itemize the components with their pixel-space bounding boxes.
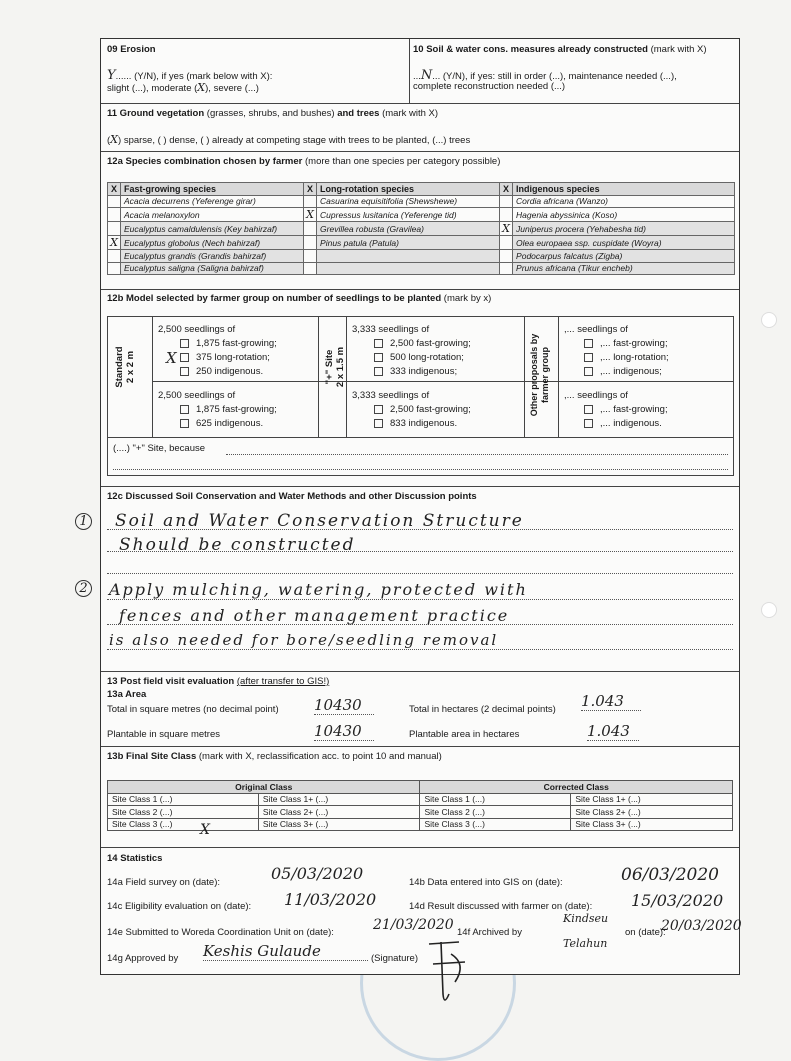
corrected-site-class: Site Class 3 (...) [420,818,571,831]
checkbox[interactable] [180,353,189,362]
corrected-class-header: Corrected Class [420,781,733,794]
long-species [317,250,500,263]
fast-mark [108,262,121,275]
indigenous-mark [500,262,513,275]
checkbox[interactable] [180,339,189,348]
long-species: Grevillea robusta (Gravilea) [317,222,500,236]
fast-mark [108,222,121,236]
discussion-title: 12c Discussed Soil Conservation and Water Methods and other Discussion points [107,491,477,502]
species-header-row [108,183,735,196]
eligibility-date: 11/03/2020 [284,890,377,909]
species-header-x: X [108,183,121,196]
indigenous-mark: X [500,222,513,236]
discussion-line-3: Apply mulching, watering, protected with [109,580,528,599]
erosion-answer: Y [107,68,116,83]
fast-species: Eucalyptus globolus (Nech bahirzaf) [121,236,304,250]
checkbox[interactable] [180,419,189,428]
sqm-label: Total in square metres (no decimal point) [107,704,279,715]
erosion-title: 09 Erosion [107,44,156,55]
plus-option-a: 3,333 seedlings of 2,500 fast-growing; 500 long-rotation; 333 indigenous; [352,324,471,377]
approved-by: Keshis Gulaude [203,942,368,961]
divider [101,486,739,487]
plantable-sqm-value: 10430 [314,722,374,741]
site-class-mark: X [200,822,210,838]
erosion-line2: slight (...), moderate (X), severe (...) [107,81,259,94]
signature-label: (Signature) [371,953,418,964]
vegetation-mark: X [110,133,119,146]
original-site-class: Site Class 2+ (...) [258,806,420,819]
model-box [107,316,734,476]
corrected-site-class: Site Class 3+ (...) [571,818,733,831]
site-class-row [108,793,733,806]
vegetation-title: 11 Ground vegetation (grasses, shrubs, and bushes) and trees (mark with X) [107,108,439,119]
fast-species: Eucalyptus grandis (Grandis bahirzaf) [121,250,304,263]
fast-species: Acacia melanoxylon [121,208,304,222]
species-table [107,182,735,275]
archived-on-label: on (date): [625,927,666,938]
species-header-long: Long-rotation species [317,183,500,196]
site-class-row [108,806,733,819]
standard-label: Standard 2 x 2 m [114,346,136,388]
original-site-class: Site Class 1 (...) [108,793,259,806]
indigenous-mark [500,250,513,263]
fast-mark [108,208,121,222]
divider [101,671,739,672]
original-site-class: Site Class 2 (...) [108,806,259,819]
long-mark [304,195,317,208]
archived-by-2: Telahun [563,937,608,950]
species-title: 12a Species combination chosen by farmer (more than one species per category possible) [107,156,501,167]
archived-label: 14f Archived by [457,927,522,938]
corrected-site-class: Site Class 1 (...) [420,793,571,806]
discussion-line-1: Soil and Water Conservation Structure [115,511,524,531]
submitted-label: 14e Submitted to Woreda Coordination Unit on (date): [107,927,334,938]
indigenous-species: Prunus africana (Tikur encheb) [513,262,735,275]
divider-09-10 [409,39,410,103]
checkbox[interactable] [180,405,189,414]
plus-option-b: 3,333 seedlings of 2,500 fast-growing; 833 indigenous. [352,390,471,429]
species-header-indigenous: Indigenous species [513,183,735,196]
species-row [108,262,735,275]
original-class-header: Original Class [108,781,420,794]
checkbox[interactable] [374,405,383,414]
site-class-title: 13b Final Site Class (mark with X, reclassification acc. to point 10 and manual) [107,751,442,762]
long-species: Cupressus lusitanica (Yeferenge tid) [317,208,500,222]
checkbox[interactable] [374,339,383,348]
standard-option-a: 2,500 seedlings of 1,875 fast-growing; X 375 long-rotation; 250 indigenous. [158,324,277,377]
form-page [79,38,742,975]
erosion-line1: Y...... (Y/N), if yes (mark below with X): [107,68,273,83]
divider [101,151,739,152]
original-site-class: Site Class 1+ (...) [258,793,420,806]
checkbox[interactable] [374,367,383,376]
sqm-value: 10430 [314,696,374,715]
long-mark [304,236,317,250]
long-species: Casuarina equisitifolia (Shewshewe) [317,195,500,208]
species-row [108,236,735,250]
erosion-mark: X [197,81,206,94]
punch-hole-bottom [761,602,777,618]
long-species [317,262,500,275]
fast-mark [108,250,121,263]
checkbox[interactable] [584,367,593,376]
checkbox[interactable] [374,353,383,362]
signature [419,934,489,1009]
long-mark [304,262,317,275]
original-site-class: Site Class 3+ (...) [258,818,420,831]
model-title: 12b Model selected by farmer group on number of seedlings to be planted (mark by x) [107,293,492,304]
checkbox[interactable] [584,405,593,414]
corrected-site-class: Site Class 2 (...) [420,806,571,819]
plus-because: (....) "+" Site, because [113,443,206,454]
indigenous-species: Juniperus procera (Yehabesha tid) [513,222,735,236]
fast-mark [108,195,121,208]
long-species: Pinus patula (Patula) [317,236,500,250]
soil-water-title: 10 Soil & water cons. measures already constructed (mark with X) [413,44,707,55]
indigenous-mark [500,208,513,222]
indigenous-mark [500,195,513,208]
fast-species: Eucalyptus saligna (Saligna bahirzaf) [121,262,304,275]
indigenous-species: Cordia africana (Wanzo) [513,195,735,208]
discussion-line-4: fences and other management practice [119,606,510,625]
species-row [108,195,735,208]
post-visit-title: 13 Post field visit evaluation (after transfer to GIS!) [107,676,330,687]
checkbox[interactable] [584,419,593,428]
archived-by: Kindseu [563,912,609,925]
statistics-title: 14 Statistics [107,853,163,864]
checkbox[interactable] [584,339,593,348]
divider [101,847,739,848]
other-proposals-label: Other proposals by farmer group [529,333,550,417]
divider [101,746,739,747]
plantable-ha-label: Plantable area in hectares [409,729,520,740]
indigenous-species: Olea europaea ssp. cuspidate (Woyra) [513,236,735,250]
gis-entry-date: 06/03/2020 [621,865,719,885]
long-mark [304,222,317,236]
discussed-date: 15/03/2020 [631,891,724,910]
discussion-number-1: 1 [75,513,92,530]
plus-site-label: "+" Site 2 x 1.5 m [324,346,346,388]
ha-value: 1.043 [581,692,641,711]
vegetation-line: (X) sparse, ( ) dense, ( ) already at competing stage with trees to be planted, (...) trees [107,133,471,146]
long-mark: X [304,208,317,222]
eligibility-label: 14c Eligibility evaluation on (date): [107,901,252,912]
original-site-class: Site Class 3 (...) [108,818,259,831]
species-header-fast: Fast-growing species [121,183,304,196]
gis-entry-label: 14b Data entered into GIS on (date): [409,877,563,888]
punch-hole-top [761,312,777,328]
divider [101,289,739,290]
soil-water-line2: complete reconstruction needed (...) [413,81,566,92]
checkbox[interactable] [584,353,593,362]
species-header-x: X [304,183,317,196]
other-option-b: ,... seedlings of ,... fast-growing; ,... indigenous. [564,390,668,429]
submitted-date: 21/03/2020 [373,917,454,933]
corrected-site-class: Site Class 2+ (...) [571,806,733,819]
species-header-x: X [500,183,513,196]
long-mark [304,250,317,263]
discussion-line-2: Should be constructed [119,535,356,555]
discussion-line-5: is also needed for bore/seedling removal [109,631,499,649]
species-row [108,250,735,263]
checkbox[interactable] [180,367,189,376]
field-survey-date: 05/03/2020 [271,864,364,883]
corrected-site-class: Site Class 1+ (...) [571,793,733,806]
divider [101,103,739,104]
ha-label: Total in hectares (2 decimal points) [409,704,556,715]
indigenous-mark [500,236,513,250]
indigenous-species: Podocarpus falcatus (Zigba) [513,250,735,263]
soil-water-answer: N [420,68,433,83]
discussed-label: 14d Result discussed with farmer on (date): [409,901,593,912]
standard-mark: X [166,349,177,367]
plantable-sqm-label: Plantable in square metres [107,729,221,740]
area-title: 13a Area [107,689,147,700]
indigenous-species: Hagenia abyssinica (Koso) [513,208,735,222]
checkbox[interactable] [374,419,383,428]
soil-water-line1: ...N... (Y/N), if yes: still in order (...), maintenance needed (...), [413,68,677,83]
fast-species: Eucalyptus camaldulensis (Key bahirzaf) [121,222,304,236]
fast-mark: X [108,236,121,250]
other-option-a: ,... seedlings of ,... fast-growing; ,... long-rotation; ,... indigenous; [564,324,669,377]
archived-date: 20/03/2020 [661,918,742,934]
field-survey-label: 14a Field survey on (date): [107,877,221,888]
standard-option-b: 2,500 seedlings of 1,875 fast-growing; 625 indigenous. [158,390,277,429]
species-row [108,208,735,222]
approved-label: 14g Approved by [107,953,179,964]
species-row [108,222,735,236]
plantable-ha-value: 1.043 [587,722,639,741]
discussion-number-2: 2 [75,580,92,597]
fast-species: Acacia decurrens (Yeferenge girar) [121,195,304,208]
